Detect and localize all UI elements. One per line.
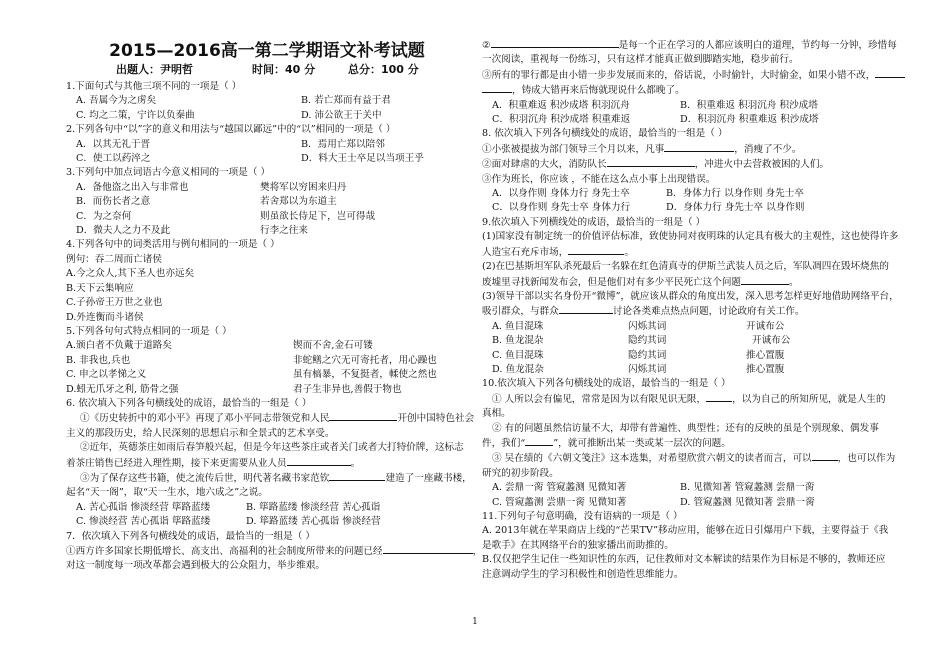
option-d-second: 行李之往来 <box>260 225 308 237</box>
sentence-1: ① 人所以会有偏见，常常是因为以有限见识无限， <box>492 393 707 405</box>
option-a: A．备他盗之出入与非常也 <box>76 181 189 193</box>
blank-line <box>491 38 619 48</box>
question-9 <box>482 216 899 377</box>
option-d-second: 闪烁其词 <box>628 363 667 375</box>
option-a: A. 鱼目混珠 <box>492 320 544 332</box>
question-10 <box>482 377 896 510</box>
question-8 <box>482 127 882 215</box>
sentence-2-cont: 是每一个正在学习的人都应该明白的道理，节约每一分钟，珍惜每 <box>618 40 897 51</box>
question-stem: 7．依次填入下列各句横线处的成语，最恰当的一组是（ ） <box>66 530 315 542</box>
option-a-second: 闪烁其词 <box>628 320 667 332</box>
option-c: C.子孙帝王万世之业也 <box>66 297 163 309</box>
sentence-3-end: ，铸成大错再来后悔就现说什么都晚了。 <box>512 85 685 97</box>
blank-line <box>287 456 351 466</box>
blank-line <box>329 471 385 481</box>
option-b: B．积重难返 积羽沉舟 积沙成塔 <box>680 99 818 111</box>
option-a: A.颁白者不负戴于道路矣 <box>66 340 172 352</box>
option-b: B. 鱼龙混杂 <box>492 335 544 347</box>
right-column <box>482 38 899 582</box>
question-stem: 3.下列句中加点词语古今意义相同的一项是（ ） <box>66 167 271 179</box>
option-c: C．以身作则 身先士卒 身体力行 <box>492 202 631 214</box>
option-d: D. 管窥蠡测 见微知著 尝鼎一脔 <box>680 496 815 508</box>
sentence-1: ①小张被提拔为部门领导三个月以来，凡事 <box>482 143 665 155</box>
question-stem: 11.下列句子句意明确，没有语病的一项是（ ） <box>482 511 683 522</box>
option-d: D.外连衡而斗诸侯 <box>66 311 144 323</box>
option-a-second: 锲而不舍,金石可镂 <box>293 340 373 352</box>
option-a: A. 2013年就在苹果商店上线的“芒果TV”移动应用，能够在近日引爆用户下载，主要得益于《我 <box>482 525 889 537</box>
option-b: B.天下云集响应 <box>66 282 134 294</box>
sentence-2-cont: ，冲进火中去营救被困的人们。 <box>694 159 830 171</box>
option-d: D．微夫人之力不及此 <box>76 225 171 237</box>
sentence-1: (1)国家没有制定统一的价值评估标准，致使协同对夜明珠的认定具有极大的主观性，这也使得许多 <box>482 231 899 243</box>
option-d: D．身体力行 身先士卒 以身作则 <box>666 202 805 214</box>
sentence-2: ②近年，英德茶庄如雨后春笋般兴起，但是今年这些茶庄或者关门或者大打特价牌，这标志 <box>80 442 464 454</box>
option-c: C．积羽沉舟 积沙成塔 积重难返 <box>492 114 631 126</box>
sentence-3-end: 研究的初步阶段。 <box>482 467 559 479</box>
option-b-second: 若舍郑以为东道主 <box>260 196 337 208</box>
blank-line <box>329 411 397 421</box>
sentence-3-cont: 建造了一座藏书楼， <box>385 472 472 484</box>
option-a: A．以其无礼于晋 <box>76 138 151 150</box>
option-b-second: 非蛇鳝之穴无可寄托者，用心躁也 <box>293 354 437 366</box>
option-d: D．积羽沉舟 积重难返 积沙成塔 <box>680 114 819 126</box>
sentence-1: ①西方许多国家长期低增长、高支出、高福利的社会制度所带来的问题已经 <box>66 546 383 557</box>
option-a: A. 尝鼎一脔 管窥蠡测 见微知著 <box>492 482 627 494</box>
option-c: C. 惨淡经营 苦心孤诣 筚路蓝缕 <box>76 516 211 528</box>
option-b: B．而伤长者之意 <box>76 196 151 208</box>
blank-line <box>812 451 838 461</box>
sentence-3-end: 讨论各类难点热点问题，讨论政府有关工作。 <box>612 306 805 318</box>
option-a: A. 苦心孤诣 惨淡经营 筚路蓝缕 <box>76 501 211 513</box>
option-a: A. 吾属今为之虏矣 <box>76 95 157 107</box>
sentence-2: ② <box>482 40 491 51</box>
question-4 <box>66 238 468 324</box>
option-a-second: 樊将军以穷困来归丹 <box>260 181 347 193</box>
option-d: D．料大王士卒足以当项王乎 <box>301 153 424 165</box>
option-c: C．为之奈何 <box>76 210 132 222</box>
option-a-cont: 是歌手》在其网络平台的独家播出而助推的。 <box>482 539 674 551</box>
option-c-second: 隐约其词 <box>628 349 667 361</box>
blank-line <box>568 245 624 255</box>
option-b-second: 隐约其词 <box>628 335 667 347</box>
option-b: B. 若亡郑而有益于君 <box>301 95 391 107</box>
option-c: C．使工以药淬之 <box>76 153 151 165</box>
question-stem: 1.下面句式与其他三项不同的一项是（ ） <box>66 81 242 92</box>
blank-line <box>482 83 512 93</box>
sentence-1-cont: 人造宝石充斥市场， <box>482 246 569 258</box>
question-11 <box>482 510 889 582</box>
blank-line <box>525 436 553 446</box>
question-7-continued <box>482 38 897 127</box>
question-5 <box>66 325 468 397</box>
sentence-2-cont: 废墟里寻找新闻发布会，但是他们对有多少平民死亡这个问题 <box>482 276 742 288</box>
sentence-1-end: 主义的那段历史，给人民深刻的思想启示和全景式的艺术享受。 <box>66 427 335 439</box>
option-c: C. 鱼目混珠 <box>492 349 544 361</box>
question-stem: 5.下列各句句式特点相同的一项是（ ） <box>66 325 232 337</box>
option-a: A.今之众人,其下圣人也亦远矣 <box>66 268 195 280</box>
option-c: C. 管窥蠡测 尝鼎一脔 见微知著 <box>492 496 627 508</box>
question-7 <box>66 530 483 574</box>
sentence-1-end: 真相。 <box>482 408 511 420</box>
option-b: B. 筚路蓝缕 惨淡经营 苦心孤诣 <box>246 501 381 513</box>
sentence-1: ①《历史转折中的邓小平》再现了邓小平同志带领党和人民 <box>80 413 330 425</box>
question-2 <box>66 123 468 166</box>
sentence-2-end: 一次阅读，重视每一份练习，只有这样才能真正做到脚踏实地，稳步前行。 <box>482 54 799 66</box>
option-d: D. 筚路蓝缕 苦心孤诣 惨淡经营 <box>246 516 381 528</box>
question-1 <box>66 80 468 123</box>
sentence-2: ②面对肆虐的大火，消防队长 <box>482 159 607 171</box>
blank-line <box>664 142 734 152</box>
option-d-third: 推心置腹 <box>746 363 785 375</box>
option-b: B．身体力行 以身作则 身先士卒 <box>666 188 804 200</box>
question-3 <box>66 166 468 238</box>
sentence-2: (2)在巴基斯坦军队杀死最后一名躲在红色清真寺的伊斯兰武装人员之后，军队凋四在毁坏烧焦的 <box>482 261 889 273</box>
sentence-3: ③所有的罪行都是由小错一步步发展而来的，俗话说，小时偷针，大时偷金，如果小错不改， <box>482 69 876 81</box>
option-b-cont: 注意调动学生的学习积极性和创造性思维能力。 <box>482 568 684 580</box>
option-c-third: 推心置腹 <box>746 349 785 361</box>
blank-line <box>875 68 905 78</box>
sentence-3-cont: 吸引群众，与群众 <box>482 306 559 318</box>
exam-meta <box>66 62 468 78</box>
sentence-2-end: 。 <box>350 457 361 469</box>
option-b: B．焉用亡郑以陪邻 <box>301 138 385 150</box>
option-b: B.仅仅把学生记住一些知识性的东西，记住教师对文本解读的结果作为目标是不够的，教师还应 <box>482 554 886 566</box>
option-a: A．以身作则 身体力行 身先士卒 <box>492 188 630 200</box>
sentence-1-cont: ，消瘦了不少。 <box>734 143 802 155</box>
question-stem: 4.下列各句中的词类活用与例句相同的一项是（ ） <box>66 239 280 251</box>
option-d: D. 鱼龙混杂 <box>492 363 544 375</box>
question-stem: 8. 依次填入下列各句横线处的成语，最恰当的一组是（ ） <box>482 128 728 140</box>
question-stem: 6. 依次填入下列各句横线处的成语，最恰当的一组是（ ） <box>66 397 312 409</box>
sentence-1-cont: ， <box>472 546 483 557</box>
option-d: D. 沛公欲王于关中 <box>301 109 382 121</box>
blank-line <box>607 157 695 167</box>
page-number: 1 <box>472 617 478 627</box>
option-a-third: 开诚布公 <box>746 320 785 332</box>
sentence-3: ③作为班长，你应该 ，不能在这么点小事上出现错误。 <box>482 173 716 185</box>
option-c-second: 虽有槁暴，不复挺者，輮使之然也 <box>293 369 437 381</box>
option-b-third: 开诚布公 <box>752 335 791 347</box>
sentence-2-end: 。 <box>789 276 799 288</box>
sentence-2-end: ”，就可推断出某一类或某一层次的问题。 <box>553 437 731 449</box>
author: 出题人：尹明哲 <box>116 63 193 76</box>
sentence-1-end: 对这一制度每一项改革都会遇到极大的公众阻力，举步维艰。 <box>66 560 326 572</box>
sentence-3-cont: ，也可以作为 <box>837 453 896 465</box>
left-column <box>66 0 483 574</box>
sentence-1-cont: 开创中国特色社会 <box>397 413 475 425</box>
sentence-3: ③为了保存这些书籍，使之流传后世，明代著名藏书家范钦 <box>80 472 330 484</box>
option-c: C. 均之二策，宁许以负秦曲 <box>76 109 195 121</box>
question-6 <box>66 397 475 530</box>
sentence-2: ② 有的问题虽然信访量不大，却带有普遍性、典型性；还有的反映的虽是个别现象、偶发事 <box>492 422 879 434</box>
question-stem: 2.下列各句中“以”字的意义和用法与“越国以鄙远”中的“以”相同的一项是（ ） <box>66 124 396 136</box>
blank-line <box>741 275 789 285</box>
option-c: C. 申之以孝悌之义 <box>66 369 147 381</box>
sentence-3: (3)领导干部以实名身份开“微博”，就应该从群众的角度出发，深入思考怎样更好地借助网络平台， <box>482 290 899 302</box>
sentence-2-cont: 着茶庄销售已经进入理性期，接下来更需要从业人员 <box>66 457 287 469</box>
option-d: D.蚓无爪牙之利, 筋骨之强 <box>66 383 179 395</box>
exam-time: 时间：40 分 <box>252 63 316 76</box>
blank-line <box>559 304 613 314</box>
option-a: A．积重难返 积沙成塔 积羽沉舟 <box>492 99 630 111</box>
sentence-2-cont: 件，我们“ <box>482 437 526 449</box>
option-b: B. 见微知著 管窥蠡测 尝鼎一脔 <box>680 482 815 494</box>
sentence-1-end: 。 <box>624 246 634 258</box>
sentence-3-end: 起名“天一阁”，取“天一生水，地六成之”之说。 <box>66 487 268 499</box>
sentence-1-cont: ，以为自己的所知所见，就是人生的 <box>732 393 886 405</box>
question-stem: 10.依次填入下列各句横线处的成语，最恰当的一组是（ ） <box>482 378 731 390</box>
question-stem: 9.依次填入下列横线处的成语，最恰当的一组是（ ） <box>482 216 706 228</box>
example-sentence: 例句：吞二周而亡诸侯 <box>66 253 162 265</box>
sentence-3: ③ 吴在绩的《六朝文笺注》这本选集，对希望欣赏六朝文的读者而言，可以 <box>492 453 812 465</box>
option-d-second: 君子生非异也,善假于物也 <box>293 383 402 395</box>
exam-title: 2015—2016高一第二学期语文补考试题 <box>109 41 425 61</box>
option-b: B. 非我也,兵也 <box>66 354 131 366</box>
option-c-second: 则虽欲长侍足下，岂可得哉 <box>260 210 376 222</box>
exam-score: 总分：100 分 <box>348 63 419 76</box>
blank-line <box>383 544 473 554</box>
blank-line <box>706 392 732 402</box>
